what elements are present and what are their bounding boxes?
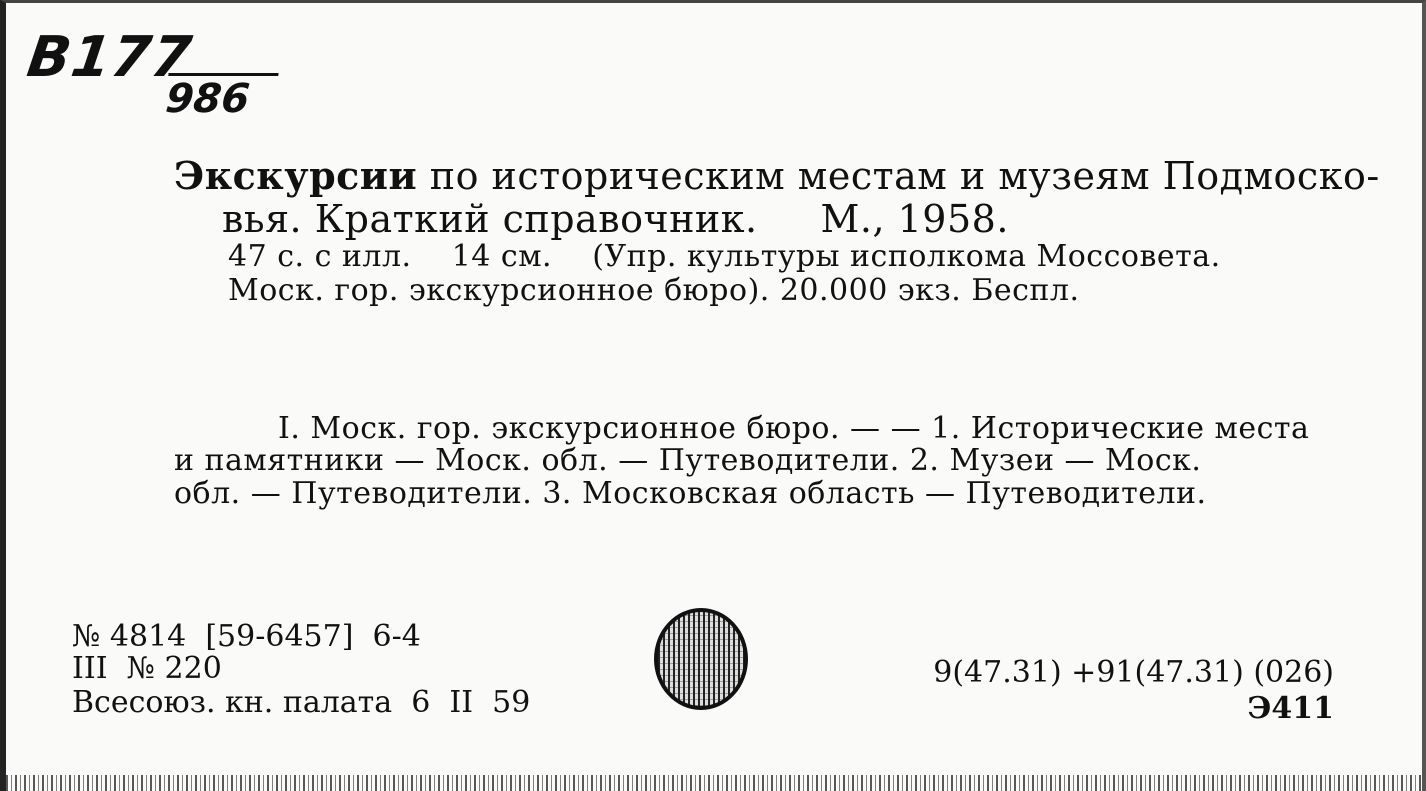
description-line-3: 47 с. с илл. 14 см. (Упр. культуры исполкома Моссовета. <box>228 239 1221 274</box>
shelfmark-main: B177 <box>23 25 197 90</box>
subjects-line-3: обл. — Путеводители. 3. Московская область — Путеводители. <box>174 476 1207 511</box>
author-mark: Э411 <box>1247 691 1334 726</box>
description-line-2: вья. Краткий справочник. М., 1958. <box>222 197 1009 241</box>
imprint-line-3: Всесоюз. кн. палата 6 II 59 <box>72 685 531 720</box>
shelfmark-number: 986 <box>163 73 278 122</box>
imprint-line-1: № 4814 [59-6457] 6-4 <box>72 619 421 654</box>
title-rest: по историческим местам и музеям Подмоско- <box>417 154 1380 198</box>
classification-code: 9(47.31) +91(47.31) (026) <box>933 655 1334 690</box>
round-stamp-mark <box>654 608 748 710</box>
title-line <box>174 153 1380 198</box>
title-bold: Экскурсии <box>174 153 418 198</box>
subjects-line-2: и памятники — Моск. обл. — Путеводители. 2. Музеи — Моск. <box>174 443 1202 478</box>
card-edge-strip <box>6 775 1422 791</box>
subjects-line-1: I. Моск. гор. экскурсионное бюро. — — 1. Исторические места <box>278 411 1310 446</box>
description-line-4: Моск. гор. экскурсионное бюро). 20.000 экз. Беспл. <box>228 273 1080 308</box>
imprint-line-2: III № 220 <box>72 651 222 686</box>
